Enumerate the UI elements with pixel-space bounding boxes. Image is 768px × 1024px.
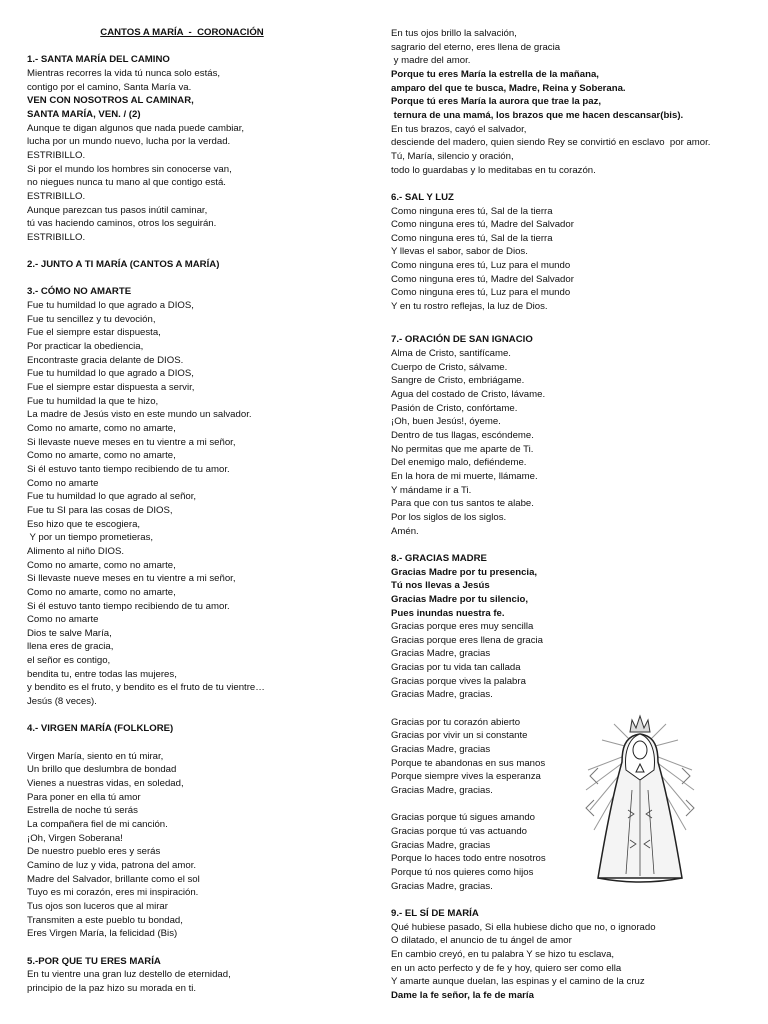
text-line: Como ninguna eres tú, Sal de la tierra bbox=[391, 232, 553, 244]
text-line: Y mándame ir a Ti. bbox=[391, 484, 472, 496]
text-line: Porque tú nos quieres como hijos bbox=[391, 866, 534, 878]
spacer bbox=[27, 736, 367, 750]
text-line: Gracias Madre, gracias bbox=[391, 744, 491, 756]
text-line: Fue tu humildad lo que agrado al señor, bbox=[27, 491, 197, 503]
text-line: Gracias por tu corazón abierto bbox=[391, 716, 521, 728]
text-line: Gracias porque tú vas actuando bbox=[391, 825, 527, 837]
section-heading: 7.- ORACIÓN DE SAN IGNACIO bbox=[391, 334, 533, 346]
text-line: De nuestro pueblo eres y serás bbox=[27, 846, 161, 858]
text-line: Como ninguna eres tú, Sal de la tierra bbox=[391, 205, 553, 217]
text-line: Para que con tus santos te alabe. bbox=[391, 498, 534, 510]
text-line: Agua del costado de Cristo, lávame. bbox=[391, 389, 546, 401]
text-line: En la hora de mi muerte, llámame. bbox=[391, 470, 538, 482]
text-line: ESTRIBILLO. bbox=[27, 231, 86, 243]
text-line: Amén. bbox=[391, 525, 419, 537]
text-line: ¡Oh, Virgen Soberana! bbox=[27, 832, 123, 844]
text-line: contigo por el camino, Santa María va. bbox=[27, 81, 192, 93]
text-line: Gracias porque vives la palabra bbox=[391, 675, 526, 687]
text-line: Gracias Madre, gracias. bbox=[391, 880, 493, 892]
text-line: Como ninguna eres tú, Madre del Salvador bbox=[391, 219, 574, 231]
section-heading: SANTA MARÍA, VEN. / (2) bbox=[27, 108, 141, 120]
text-line: Como ninguna eres tú, Luz para el mundo bbox=[391, 260, 571, 272]
text-line: Gracias porque tú sigues amando bbox=[391, 812, 535, 824]
text-line: Cuerpo de Cristo, sálvame. bbox=[391, 361, 508, 373]
text-line: ESTRIBILLO. bbox=[27, 149, 86, 161]
text-line: Del enemigo malo, defiéndeme. bbox=[391, 457, 527, 469]
text-line: sagrario del eterno, eres llena de gracia bbox=[391, 41, 561, 53]
section-heading: Pues inundas nuestra fe. bbox=[391, 607, 505, 619]
text-line: Y por un tiempo prometieras, bbox=[27, 532, 154, 544]
section-heading: Tú nos llevas a Jesús bbox=[391, 580, 490, 592]
text-line: Si llevaste nueve meses en tu vientre a mi señor, bbox=[27, 573, 236, 585]
text-line: ¡Oh, buen Jesús!, óyeme. bbox=[391, 416, 501, 428]
text-line: Como no amarte, como no amarte, bbox=[27, 559, 176, 571]
text-line: Eso hizo que te escogiera, bbox=[27, 518, 141, 530]
text-line: Como no amarte, como no amarte, bbox=[27, 586, 176, 598]
text-line: Jesús (8 veces). bbox=[27, 696, 97, 708]
section-heading: Gracias Madre por tu presencia, bbox=[391, 566, 538, 578]
text-line: todo lo guardabas y lo meditabas en tu corazón. bbox=[391, 164, 596, 176]
text-line: Por practicar la obediencia, bbox=[27, 341, 144, 353]
text-line: Vienes a nuestras vidas, en soledad, bbox=[27, 778, 184, 790]
spacer bbox=[391, 538, 741, 552]
text-line: Como no amarte, como no amarte, bbox=[27, 422, 176, 434]
spacer bbox=[27, 272, 367, 286]
text-line: Alma de Cristo, santifícame. bbox=[391, 348, 511, 360]
section-heading: 2.- JUNTO A TI MARÍA (CANTOS A MARÍA) bbox=[27, 259, 220, 271]
text-line: Para poner en ella tú amor bbox=[27, 791, 141, 803]
text-line: Madre del Salvador, brillante como el sol bbox=[27, 873, 200, 885]
text-line: Como ninguna eres tú, Madre del Salvador bbox=[391, 273, 574, 285]
text-line: Si por el mundo los hombres sin conocerse van, bbox=[27, 163, 232, 175]
section-heading: 4.- VIRGEN MARÍA (FOLKLORE) bbox=[27, 723, 174, 735]
text-line: el señor es contigo, bbox=[27, 655, 111, 667]
section-heading: Gracias Madre por tu silencio, bbox=[391, 593, 529, 605]
text-line: Porque siempre vives la esperanza bbox=[391, 771, 541, 783]
text-line: en un acto perfecto y de fe y hoy, quiero ser como ella bbox=[391, 962, 622, 974]
text-line: En tus ojos brillo la salvación, bbox=[391, 28, 517, 39]
section-heading: 9.- EL SÍ DE MARÍA bbox=[391, 907, 479, 919]
text-line: desciende del madero, quien siendo Rey se convirtió en esclavo por amor. bbox=[391, 137, 711, 149]
text-line: Qué hubiese pasado, Si ella hubiese dicho que no, o ignorado bbox=[391, 921, 656, 933]
text-line: Encontraste gracia delante de DIOS. bbox=[27, 354, 184, 366]
text-line: Mientras recorres la vida tú nunca solo estás, bbox=[27, 67, 221, 79]
text-line: Sangre de Cristo, embriágame. bbox=[391, 375, 525, 387]
section-heading: 5.-POR QUE TU ERES MARÍA bbox=[27, 955, 161, 967]
spacer bbox=[27, 941, 367, 955]
section-heading: VEN CON NOSOTROS AL CAMINAR, bbox=[27, 95, 194, 107]
text-line: Aunque parezcan tus pasos inútil caminar, bbox=[27, 204, 208, 216]
text-line: principio de la paz hizo su morada en ti. bbox=[27, 982, 197, 994]
section-heading: 3.- CÓMO NO AMARTE bbox=[27, 286, 132, 298]
text-line: Alimento al niño DIOS. bbox=[27, 545, 125, 557]
text-line: Un brillo que deslumbra de bondad bbox=[27, 764, 177, 776]
text-line: Tus ojos son luceros que al mirar bbox=[27, 900, 168, 912]
spacer bbox=[27, 709, 367, 723]
section-heading: Porque tu eres María la estrella de la mañana, bbox=[391, 68, 599, 80]
text-line: Dentro de tus llagas, escóndeme. bbox=[391, 430, 534, 441]
text-line: Gracias Madre, gracias bbox=[391, 648, 491, 660]
text-line: Transmiten a este pueblo tu bondad, bbox=[27, 914, 183, 926]
text-line: Fue el siempre estar dispuesta, bbox=[27, 327, 161, 339]
text-line: Fue tu SI para las cosas de DIOS, bbox=[27, 504, 173, 516]
text-line: Gracias porque eres muy sencilla bbox=[391, 621, 534, 633]
text-line: Fue tu humildad lo que agrado a DIOS, bbox=[27, 300, 194, 312]
section-heading: 8.- GRACIAS MADRE bbox=[391, 552, 487, 564]
section-heading: Porque tú eres María la aurora que trae la paz, bbox=[391, 96, 602, 108]
text-line: Y llevas el sabor, sabor de Dios. bbox=[391, 246, 528, 258]
text-line: Gracias porque eres llena de gracia bbox=[391, 634, 543, 646]
text-line: Porque lo haces todo entre nosotros bbox=[391, 853, 546, 865]
section-heading: 1.- SANTA MARÍA DEL CAMINO bbox=[27, 54, 170, 66]
text-line: ESTRIBILLO. bbox=[27, 190, 86, 202]
text-line: Como ninguna eres tú, Luz para el mundo bbox=[391, 287, 571, 299]
text-line: Dios te salve María, bbox=[27, 627, 112, 639]
virgin-mary-icon bbox=[584, 710, 696, 886]
text-line: Fue tu humildad la que te hizo, bbox=[27, 395, 159, 407]
text-line: O dilatado, el anuncio de tu ángel de amor bbox=[391, 935, 572, 947]
text-line: Por los siglos de los siglos. bbox=[391, 511, 507, 523]
text-line: bendita tu, entre todas las mujeres, bbox=[27, 668, 177, 680]
text-line: Gracias Madre, gracias. bbox=[391, 689, 493, 701]
text-line: Virgen María, siento en tú mirar, bbox=[27, 750, 164, 762]
text-line: Gracias Madre, gracias bbox=[391, 839, 491, 851]
text-line: Tuyo es mi corazón, eres mi inspiración. bbox=[27, 887, 199, 899]
text-line: Fue tu humildad lo que agrado a DIOS, bbox=[27, 368, 194, 380]
spacer bbox=[391, 177, 741, 191]
text-line: Si llevaste nueve meses en tu vientre a mi señor, bbox=[27, 436, 236, 448]
left-lines bbox=[27, 53, 367, 995]
text-line: llena eres de gracia, bbox=[27, 641, 114, 653]
text-line: Si él estuvo tanto tiempo recibiendo de tu amor. bbox=[27, 463, 230, 475]
section-heading: amparo del que te busca, Madre, Reina y Soberana. bbox=[391, 82, 626, 94]
text-line: tú vas haciendo caminos, otros los seguirán. bbox=[27, 218, 217, 230]
text-line: Camino de luz y vida, patrona del amor. bbox=[27, 859, 197, 871]
text-line: Estrella de noche tú serás bbox=[27, 805, 138, 817]
spacer bbox=[391, 314, 741, 328]
text-line: En cambio creyó, en tu palabra Y se hizo tu esclava, bbox=[391, 948, 615, 960]
section-heading: ternura de una mamá, los brazos que me hacen descansar(bis). bbox=[391, 109, 684, 121]
spacer bbox=[391, 893, 741, 907]
text-line: Si él estuvo tanto tiempo recibiendo de tu amor. bbox=[27, 600, 230, 612]
text-line: no niegues nunca tu mano al que contigo está. bbox=[27, 177, 226, 189]
text-line: Tú, María, silencio y oración, bbox=[391, 150, 514, 162]
text-line: Eres Virgen María, la felicidad (Bis) bbox=[27, 928, 178, 940]
spacer bbox=[27, 244, 367, 258]
text-line: y madre del amor. bbox=[391, 55, 471, 67]
text-line: Como no amarte bbox=[27, 614, 99, 626]
section-heading: 6.- SAL Y LUZ bbox=[391, 191, 454, 203]
text-line: Pasión de Cristo, confórtame. bbox=[391, 402, 518, 414]
left-column bbox=[27, 26, 367, 996]
text-line: Como no amarte bbox=[27, 477, 99, 489]
spacer bbox=[27, 40, 367, 54]
text-line: Fue el siempre estar dispuesta a servir, bbox=[27, 382, 195, 394]
text-line: Gracias por tu vida tan callada bbox=[391, 662, 521, 674]
text-line: Y amarte aunque duelan, las espinas y el camino de la cruz bbox=[391, 976, 645, 988]
section-heading: Dame la fe señor, la fe de maría bbox=[391, 989, 534, 1001]
text-line: Gracias por vivir un si constante bbox=[391, 730, 528, 742]
text-line: Aunque te digan algunos que nada puede cambiar, bbox=[27, 122, 245, 134]
text-line: y bendito es el fruto, y bendito es el fruto de tu vientre… bbox=[27, 682, 265, 694]
text-line: Fue tu sencillez y tu devoción, bbox=[27, 313, 156, 325]
text-line: En tus brazos, cayó el salvador, bbox=[391, 123, 527, 135]
text-line: Y en tu rostro reflejas, la luz de Dios. bbox=[391, 301, 548, 313]
text-line: lucha por un mundo nuevo, lucha por la verdad. bbox=[27, 136, 231, 148]
text-line: Como no amarte, como no amarte, bbox=[27, 450, 176, 462]
text-line: La compañera fiel de mi canción. bbox=[27, 818, 168, 830]
text-line: Gracias Madre, gracias. bbox=[391, 785, 493, 797]
text-line: No permitas que me aparte de Ti. bbox=[391, 443, 534, 455]
page-title: CANTOS A MARÍA - CORONACIÓN bbox=[100, 27, 264, 38]
text-line: Porque te abandonas en sus manos bbox=[391, 757, 546, 769]
text-line: En tu vientre una gran luz destello de eternidad, bbox=[27, 969, 231, 981]
text-line: La madre de Jesús visto en este mundo un salvador. bbox=[27, 409, 252, 421]
